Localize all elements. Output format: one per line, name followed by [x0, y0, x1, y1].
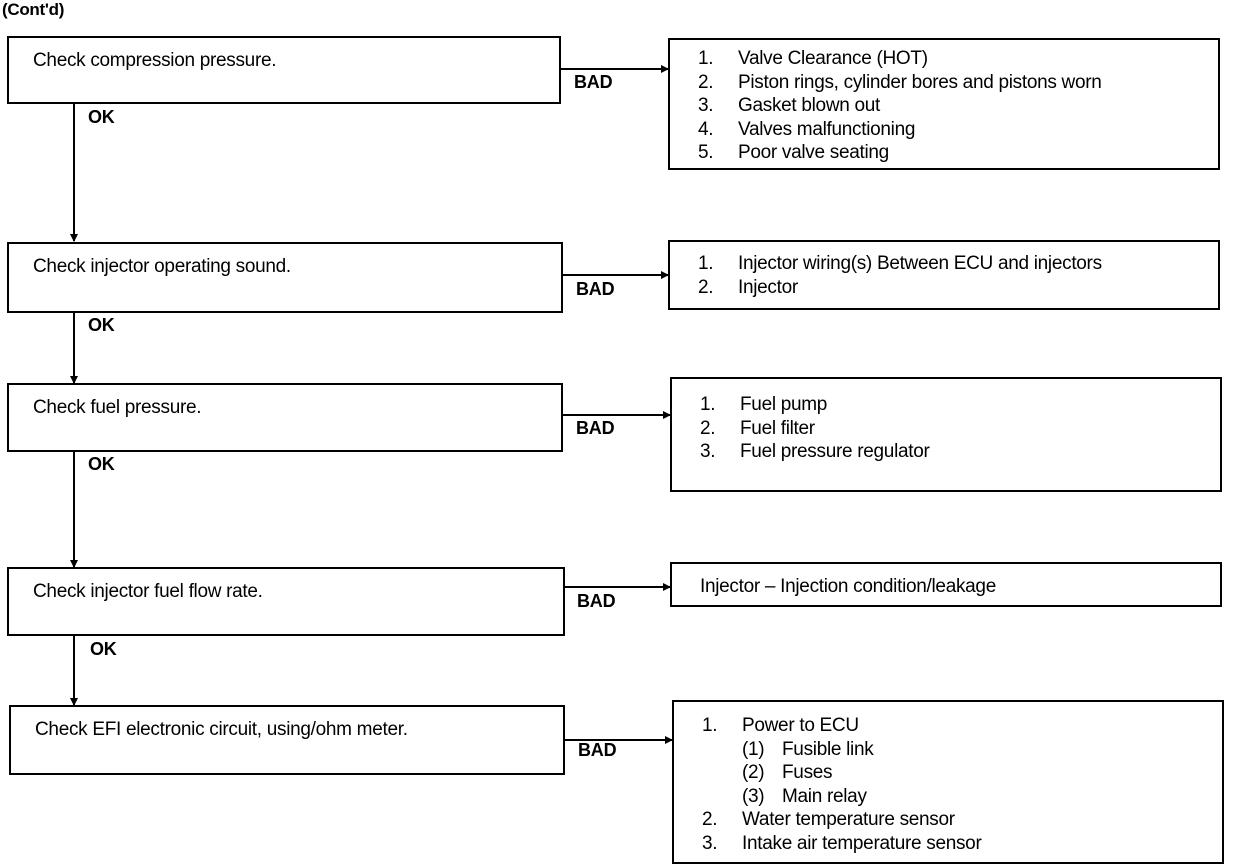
bad-label-5: BAD	[578, 740, 617, 760]
result-list	[698, 252, 1102, 299]
step-box-efi-circuit	[9, 705, 565, 775]
list-item: 1. Fuel pump	[700, 394, 828, 415]
step-box-compression	[7, 36, 561, 104]
step-box-injector-sound	[7, 242, 563, 313]
bad-label-2: BAD	[576, 279, 615, 299]
list-item: 2. Injector	[698, 276, 798, 298]
list-item: 1. Power to ECU	[702, 715, 859, 736]
result-box-compression	[668, 38, 1220, 170]
result-box-injector-sound	[668, 240, 1220, 310]
list-item: 4. Valves malfunctioning	[698, 118, 916, 140]
list-item: 3. Gasket blown out	[698, 95, 881, 116]
list-item: (3) Main relay	[742, 785, 867, 807]
ok-label-1: OK	[88, 107, 115, 127]
result-list	[698, 47, 1102, 165]
step-text: Check fuel pressure.	[33, 397, 202, 418]
bad-label-1: BAD	[574, 72, 613, 92]
list-item: (1) Fusible link	[742, 738, 874, 760]
step-text: Check injector fuel flow rate.	[33, 581, 263, 602]
result-box-fuel-flow	[670, 562, 1222, 607]
ok-label-3: OK	[88, 454, 115, 474]
bad-label-3: BAD	[576, 418, 615, 438]
list-item: 3. Fuel pressure regulator	[700, 441, 930, 462]
ok-label-4: OK	[90, 639, 117, 659]
list-item: 2. Fuel filter	[700, 417, 815, 439]
ok-label-2: OK	[88, 315, 115, 335]
result-list	[702, 714, 981, 855]
list-item: 5. Poor valve seating	[698, 142, 889, 163]
list-item: 2. Piston rings, cylinder bores and pistons worn	[698, 71, 1102, 93]
result-box-fuel-pressure	[670, 377, 1222, 492]
step-box-fuel-pressure	[7, 383, 563, 452]
step-text: Check injector operating sound.	[33, 256, 291, 277]
step-text: Check compression pressure.	[33, 50, 277, 71]
list-item: 1. Valve Clearance (HOT)	[698, 48, 928, 69]
list-item: (2) Fuses	[742, 762, 833, 783]
list-item: 1. Injector wiring(s) Between ECU and injectors	[698, 253, 1102, 274]
result-list	[700, 393, 930, 464]
result-box-efi-circuit	[672, 700, 1224, 864]
result-text: Injector – Injection condition/leakage	[700, 576, 996, 597]
header-contd: (Cont'd)	[2, 0, 65, 19]
list-item: 3. Intake air temperature sensor	[702, 832, 982, 854]
step-box-fuel-flow	[7, 567, 565, 636]
step-text: Check EFI electronic circuit, using/ohm meter.	[35, 719, 408, 740]
bad-label-4: BAD	[577, 591, 616, 611]
list-item: 2. Water temperature sensor	[702, 809, 955, 830]
